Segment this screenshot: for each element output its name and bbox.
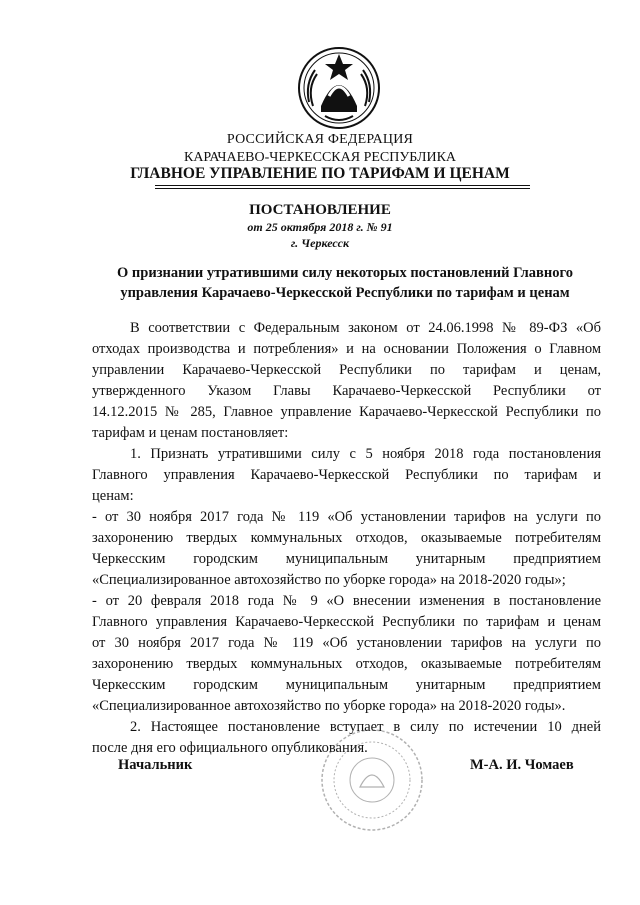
document-subject — [95, 263, 595, 303]
text-line: Черкесским городским муниципальным унитарным предприятием — [92, 677, 601, 693]
coat-of-arms-icon — [295, 44, 383, 132]
document-type: ПОСТАНОВЛЕНИЕ — [249, 202, 391, 218]
text-line: захоронению твердых коммунальных отходов, оказываемые потребителям — [92, 530, 601, 546]
document-body — [92, 318, 601, 759]
text-line: 14.12.2015 № 285, Главное управление Карачаево-Черкесской Республики по — [92, 404, 601, 420]
text-line: Главного управления Карачаево-Черкесской Республики по тарифам и — [92, 467, 601, 483]
subject-line: управления Карачаево-Черкесской Республики по тарифам и ценам — [120, 285, 570, 301]
header-divider — [155, 185, 530, 186]
text-line: утвержденного Указом Главы Карачаево-Черкесской Республики от — [92, 383, 601, 399]
text-line: - от 30 ноября 2017 года № 119 «Об установлении тарифов на услуги по — [92, 509, 601, 525]
paragraph-item-1 — [92, 444, 601, 507]
text-line: «Специализированное автохозяйство по уборке города» на 2018-2020 годы»; — [92, 572, 566, 588]
text-line: - от 20 февраля 2018 года № 9 «О внесении изменения в постановление — [92, 593, 601, 609]
signatory-position: Начальник — [118, 757, 193, 773]
header-divider-secondary — [155, 188, 530, 189]
paragraph-preamble — [92, 318, 601, 444]
header-agency: ГЛАВНОЕ УПРАВЛЕНИЕ ПО ТАРИФАМ И ЦЕНАМ — [130, 165, 510, 182]
text-line: 2. Настоящее постановление вступает в силу по истечении 10 дней — [130, 719, 601, 735]
text-line: В соответствии с Федеральным законом от 24.06.1998 № 89-ФЗ «Об — [130, 320, 601, 336]
text-line: «Специализированное автохозяйство по уборке города» на 2018-2020 годы». — [92, 698, 566, 714]
text-line: захоронению твердых коммунальных отходов, оказываемые потребителям — [92, 656, 601, 672]
paragraph-sub-item-1 — [92, 507, 601, 591]
text-line: 1. Признать утратившими силу с 5 ноября 2018 года постановления — [130, 446, 601, 462]
text-line: от 30 ноября 2017 года № 119 «Об установлении тарифов на услуги по — [92, 635, 601, 651]
text-line: Главного управления Карачаево-Черкесской Республики по тарифам и ценам — [92, 614, 601, 630]
subject-line: О признании утратившими силу некоторых постановлений Главного — [117, 265, 573, 281]
document-date-number: от 25 октября 2018 г. № 91 — [247, 220, 393, 234]
signatory-name: М-А. И. Чомаев — [470, 757, 574, 773]
text-line: Черкесским городским муниципальным унитарным предприятием — [92, 551, 601, 567]
official-stamp-icon — [315, 725, 430, 835]
text-line: управлении Карачаево-Черкесской Республики по тарифам и ценам, — [92, 362, 601, 378]
text-line: после дня его официального опубликования. — [92, 740, 368, 756]
text-line: тарифам и ценам постановляет: — [92, 425, 289, 441]
header-republic: КАРАЧАЕВО-ЧЕРКЕССКАЯ РЕСПУБЛИКА — [183, 150, 457, 165]
paragraph-sub-item-2 — [92, 591, 601, 717]
text-line: ценам: — [92, 488, 134, 504]
text-line: отходах производства и потребления» и на основании Положения о Главном — [92, 341, 601, 357]
document-city: г. Черкесск — [290, 236, 350, 250]
header-country: РОССИЙСКАЯ ФЕДЕРАЦИЯ — [226, 132, 414, 147]
